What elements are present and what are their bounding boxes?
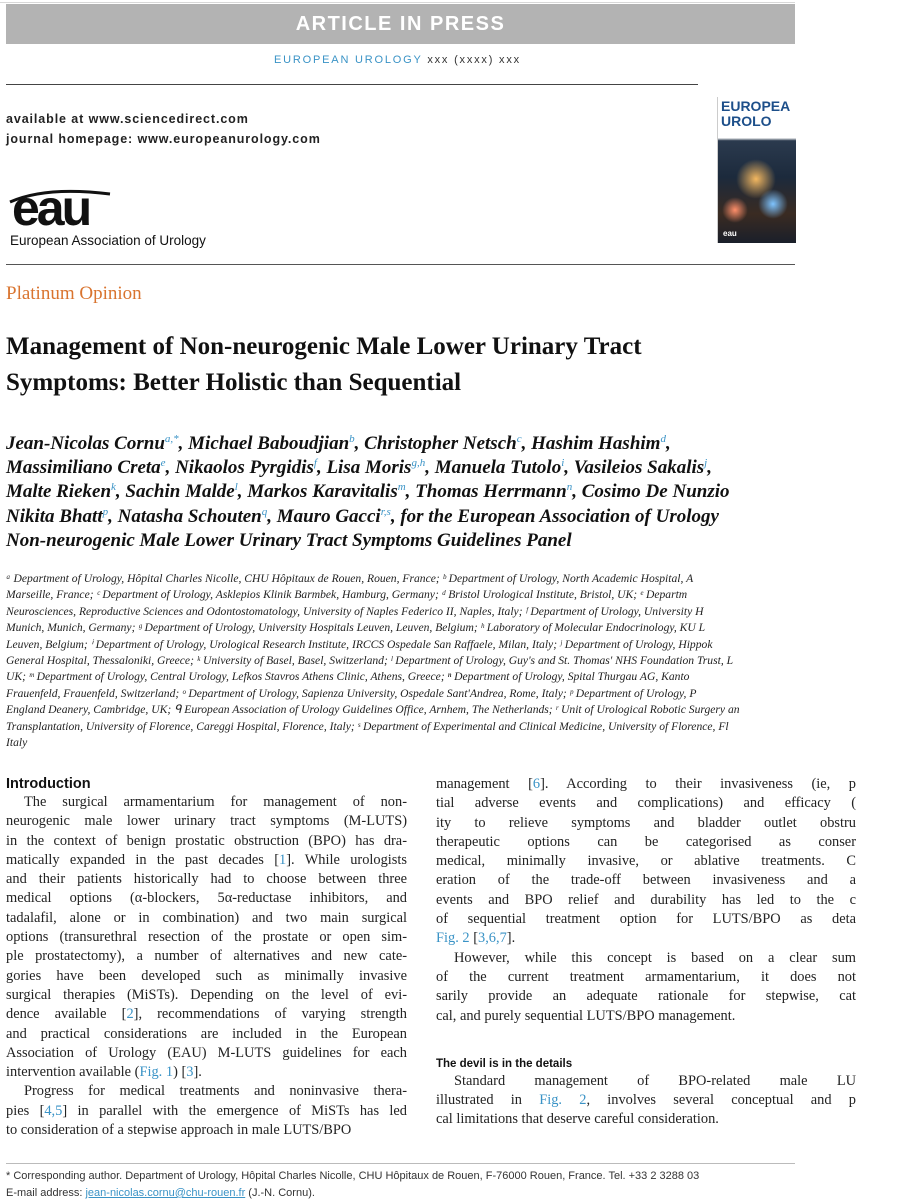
text-line: management [6]. According to their invasiveness (ie, p (436, 776, 856, 792)
text-line: of the current treatment armamentarium, it does not (436, 968, 856, 985)
cover-badge: eau (723, 229, 737, 238)
author-name[interactable]: Vasileios Sakalis (573, 457, 705, 479)
text-line: to consideration of a stepwise approach in male LUTS/BPO (6, 1122, 352, 1139)
author-separator: , (267, 505, 277, 527)
author-line: Non-neurogenic Male Lower Urinary Tract Symptoms Guidelines Panel (6, 529, 572, 551)
author-separator: , (425, 457, 435, 479)
affiliation-line: UK; ᵐ Department of Urology, Central Urology, Lefkos Stavros Athens Clinic, Athens, Greece; ⁿ Department of Urology, Spital Thurgau AG, Kanto (6, 670, 690, 684)
cover-highlight-icon (758, 189, 788, 219)
text-line: and practical considerations are included in the European (6, 1025, 407, 1042)
author-separator: , (564, 457, 574, 479)
homepage-line[interactable]: journal homepage: www.europeanurology.com (6, 132, 321, 146)
citation-link[interactable]: 1 (279, 851, 287, 868)
author-line (6, 456, 866, 480)
affiliation-marker[interactable]: e (160, 457, 166, 470)
figure-link[interactable]: Fig. 1 (139, 1064, 174, 1081)
eau-wordmark: eau (12, 180, 90, 236)
affiliation-marker[interactable]: k (111, 481, 116, 494)
citation-link[interactable]: 2 (126, 1006, 134, 1023)
affiliation-marker[interactable]: m (397, 481, 406, 494)
text-line: pies [4,5] in parallel with the emergence of MiSTs has led (6, 1102, 407, 1119)
society-name: European Association of Urology (10, 233, 206, 248)
author-name[interactable]: Cosimo De Nunzio (581, 481, 730, 503)
author-name[interactable]: Manuela Tutolo (434, 457, 562, 479)
author-separator: , (521, 433, 532, 454)
availability-block (6, 109, 321, 149)
text-line: medical options (α-blockers, 5α-reductase inhibitors, and (6, 890, 407, 907)
section-rule (6, 264, 795, 265)
text-line: sarily provide an adequate rationale for stepwise, cat (436, 988, 856, 1005)
email-line: E-mail address: jean-nicolas.cornu@chu-rouen.fr (J.-N. Cornu). (6, 1187, 315, 1199)
author-name[interactable]: Hashim Hashim (531, 433, 661, 454)
cover-highlight-icon (722, 197, 748, 223)
cover-title: EUROPEA UROLO (721, 98, 791, 129)
text-line: gories have been developed such as minimally invasive (6, 967, 407, 984)
author-name[interactable]: Massimiliano Creta (6, 457, 161, 479)
devil-paragraph (436, 1072, 856, 1130)
author-list (6, 432, 866, 553)
affiliation-line: Frauenfeld, Frauenfeld, Switzerland; ᵒ Department of Urology, Sapienza University, Ospedale Sant'Andrea, Rome, Italy; ᵖ Department of Urology, P (6, 686, 697, 700)
footnotes (6, 1168, 906, 1202)
author-line (6, 505, 866, 529)
affiliation-marker[interactable]: f (313, 457, 317, 470)
affiliation-marker[interactable]: q (261, 505, 268, 518)
footnote-rule (6, 1163, 795, 1164)
affiliation-line: Neurosciences, Reproductive Sciences and Odontostomatology, University of Naples Federico II, Naples, Italy; ᶠ Department of Urology, University H (6, 604, 704, 618)
affiliation-marker[interactable]: l (234, 481, 238, 494)
author-name[interactable]: Malte Rieken (6, 481, 112, 503)
author-separator: , (354, 433, 365, 454)
article-title: Management of Non-neurogenic Male Lower Urinary Tract Symptoms: Better Holistic than Sequential (6, 333, 642, 396)
affiliation-marker[interactable]: n (566, 481, 573, 494)
text-line: in the context of benign prostatic obstruction (BPO) has dra- (6, 832, 407, 849)
author-separator: , (405, 481, 416, 503)
text-line: matically expanded in the past decades [1]. While urologists (6, 851, 408, 868)
journal-volume: xxx (xxxx) xxx (427, 54, 521, 66)
author-name[interactable]: Nikita Bhatt (6, 505, 103, 527)
affiliation-marker[interactable]: a,* (164, 433, 179, 445)
text-line: intervention available (Fig. 1) [3]. (6, 1064, 202, 1081)
author-separator: , (316, 457, 327, 479)
journal-header (0, 54, 795, 66)
affiliations (6, 571, 906, 751)
citation-link[interactable]: 6 (532, 776, 541, 792)
author-name[interactable]: Thomas Herrmann (415, 481, 567, 503)
text-line: of sequential treatment option for LUTS/BPO as deta (436, 911, 856, 928)
author-separator: , (665, 433, 671, 454)
text-line: dence available [2], recommendations of varying strength (6, 1006, 407, 1023)
author-name[interactable]: Michael Baboudjian (188, 433, 350, 454)
author-name[interactable]: Mauro Gacci (276, 505, 381, 527)
text-line: ity to relieve symptoms and bladder outlet obstru (436, 814, 856, 831)
citation-link[interactable]: 4,5 (44, 1102, 63, 1119)
intro-paragraph (6, 793, 407, 1140)
text-line: illustrated in Fig. 2, involves several conceptual and p (436, 1092, 857, 1109)
header-rule (6, 84, 698, 85)
affiliation-marker[interactable]: c (516, 433, 522, 445)
text-line: eration of the trade-off between invasiveness and a (436, 872, 856, 889)
affiliation-marker[interactable]: i (561, 457, 565, 470)
affiliation-line: Italy (6, 735, 28, 749)
affiliation-marker[interactable]: p (102, 505, 109, 518)
author-separator: , for the European Association of Urology (390, 505, 719, 527)
author-name[interactable]: Markos Karavitalis (247, 481, 398, 503)
text-line: cal, and purely sequential LUTS/BPO management. (436, 1007, 736, 1024)
article-in-press-banner: ARTICLE IN PRESS (6, 4, 795, 44)
text-line: Association of Urology (EAU) M-LUTS guidelines for each (6, 1044, 407, 1061)
affiliation-marker[interactable]: j (704, 457, 708, 470)
author-separator: , (572, 481, 582, 503)
intro-paragraph-continued (436, 775, 856, 1026)
text-line: events and BPO relief and durability has led to the c (436, 891, 856, 908)
affiliation-line: England Deanery, Cambridge, UK; ᑫ European Association of Urology Guidelines Office, Arnhem, The Netherlands; ʳ Unit of Urological Robotic Surgery an (6, 703, 740, 717)
figure-link[interactable]: Fig. 2 (539, 1092, 587, 1109)
author-name[interactable]: Nikaolos Pyrgidis (175, 457, 314, 479)
text-line: ple prostatectomy), a number of alternatives and new cate- (6, 948, 407, 965)
affiliation-line: Leuven, Belgium; ⁱ Department of Urology, Urological Research Institute, IRCCS Ospedale San Raffaele, Milan, Italy; ʲ Department of Urology, Hippok (6, 637, 713, 651)
email-link[interactable]: jean-nicolas.cornu@chu-rouen.fr (85, 1187, 246, 1199)
article-category: Platinum Opinion (6, 283, 142, 304)
citation-link[interactable]: 3 (186, 1064, 194, 1081)
journal-name[interactable]: EUROPEAN UROLOGY (274, 54, 423, 66)
text-line: Standard management of BPO-related male LU (454, 1072, 856, 1089)
section-heading-devil: The devil is in the details (436, 1057, 573, 1070)
text-line: surgical therapies (MiSTs). Depending on the level of evi- (6, 986, 407, 1003)
affiliation-line: ᵃ Department of Urology, Hôpital Charles Nicolle, CHU Hôpitaux de Rouen, Rouen, France; ᵇ Department of Urology, North Academic Hospital, A (6, 572, 694, 585)
text-line: options (transurethral resection of the prostate or open sim- (6, 929, 407, 946)
author-separator: , (707, 457, 712, 479)
figure-link[interactable]: Fig. 2 (436, 930, 470, 947)
text-line: The surgical armamentarium for management of non- (24, 794, 407, 810)
affiliation-line: Transplantation, University of Florence, Careggi Hospital, Florence, Italy; ˢ Department of Experimental and Clinical Medicine, University of Florence, Fl (6, 719, 729, 733)
corresponding-author: * Corresponding author. Department of Urology, Hôpital Charles Nicolle, CHU Hôpitaux de Rouen, F-76000 Rouen, France. Tel. +33 2 3288 03 (6, 1170, 700, 1182)
text-line: Fig. 2 [3,6,7]. (436, 930, 516, 947)
sciencedirect-line[interactable]: available at www.sciencedirect.com (6, 112, 249, 126)
author-line (6, 480, 866, 504)
text-line: medical, minimally invasive, or ablative treatments. C (436, 853, 856, 870)
author-name[interactable]: Lisa Moris (326, 457, 412, 479)
text-line: Progress for medical treatments and noninvasive thera- (24, 1083, 407, 1100)
left-column (6, 775, 407, 1140)
text-line: cal limitations that deserve careful consideration. (436, 1111, 719, 1128)
author-name[interactable]: Jean-Nicolas Cornu (6, 433, 165, 454)
author-name[interactable]: Christopher Netsch (364, 433, 517, 454)
citation-link[interactable]: 3,6,7 (478, 930, 507, 947)
author-separator: , (115, 481, 126, 503)
text-line: neurogenic male lower urinary tract symptoms (M-LUTS) (6, 813, 407, 830)
author-separator: , (165, 457, 176, 479)
text-line: and their patients historically had to choose between three (6, 871, 407, 888)
journal-cover-image[interactable] (717, 97, 796, 243)
affiliation-marker[interactable]: d (660, 433, 666, 445)
text-line: tadalafil, alone or in combination) and two main surgical (6, 909, 407, 926)
affiliation-marker[interactable]: b (349, 433, 355, 445)
affiliation-marker[interactable]: g,h (411, 457, 426, 470)
right-column (436, 775, 856, 1130)
author-separator: , (237, 481, 248, 503)
top-divider (0, 2, 795, 3)
affiliation-line: Munich, Munich, Germany; ᵍ Department of Urology, University Hospitals Leuven, Leuven, Belgium; ʰ Laboratory of Molecular Endocrinology, KU L (6, 621, 706, 635)
author-name[interactable]: Natasha Schouten (117, 505, 262, 527)
affiliation-line: General Hospital, Thessaloniki, Greece; ᵏ University of Basel, Basel, Switzerland; ˡ Department of Urology, Guy's and St. Thomas' NHS Foundation Trust, L (6, 653, 734, 667)
affiliation-marker[interactable]: r,s (380, 505, 391, 518)
text-line: However, while this concept is based on a clear sum (454, 949, 856, 966)
author-separator: , (108, 505, 118, 527)
author-separator: , (178, 433, 189, 454)
author-name[interactable]: Sachin Malde (125, 481, 235, 503)
affiliation-line: Marseille, France; ᶜ Department of Urology, Asklepios Klinik Barmbek, Hamburg, Germany; ᵈ Bristol Urological Institute, Bristol, UK; ᵉ Departm (6, 588, 688, 602)
text-line: therapeutic options can be categorised as conser (436, 833, 856, 850)
text-line: tial adverse events and complications) and efficacy ( (436, 795, 856, 812)
author-line (6, 432, 866, 456)
section-heading-introduction: Introduction (6, 776, 91, 792)
